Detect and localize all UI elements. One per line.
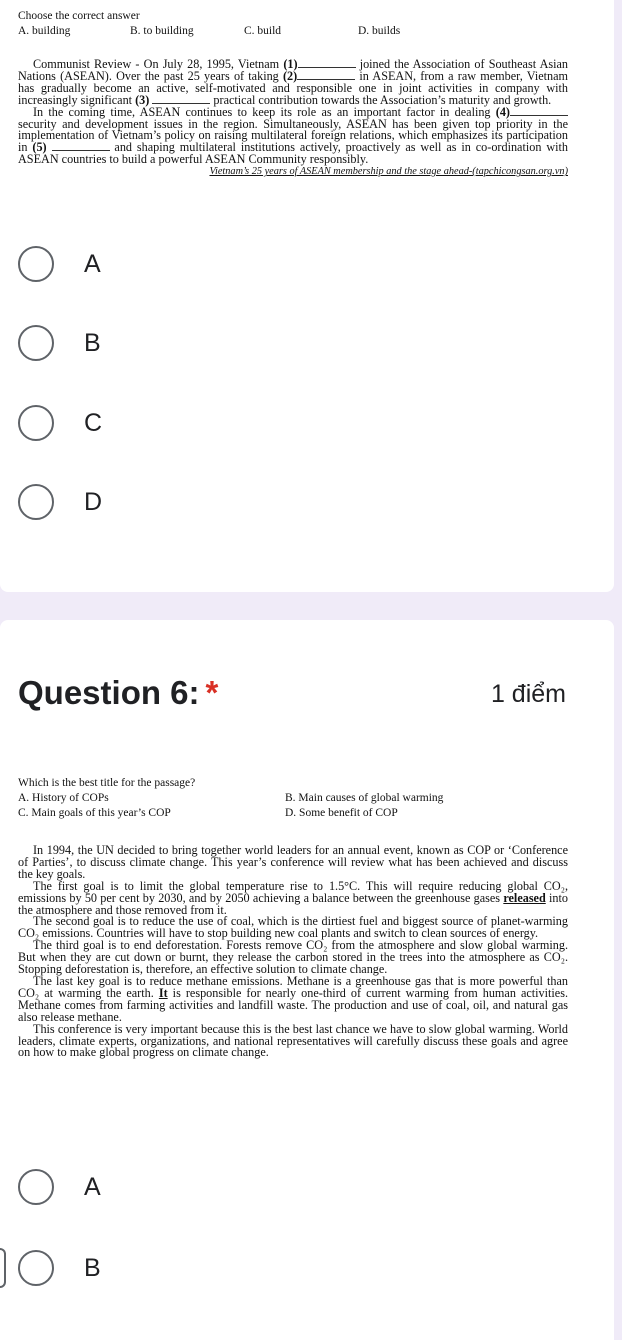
- radio-circle-icon[interactable]: [18, 1169, 54, 1205]
- passage: [18, 845, 568, 1059]
- choice-c-text: C. Main goals of this year’s COP: [18, 807, 171, 819]
- choice-a-text: A. History of COPs: [18, 792, 109, 804]
- question-5-card: [0, 0, 614, 592]
- underlined-word-released: released: [503, 890, 546, 905]
- choice-c-text: C. build: [244, 25, 282, 37]
- option-c[interactable]: [18, 403, 102, 443]
- choice-d-text: D. Some benefit of COP: [285, 807, 398, 819]
- radio-circle-icon[interactable]: [18, 246, 54, 282]
- passage-paragraph-1: Communist Review - On July 28, 1995, Vietnam (1) joined the Association of Southeast Asian Nations (ASEAN). Over the past 25 years of taking (2) in ASEAN, from a raw member, Vietnam has gradually become an active, self-motivated and responsible one in joint activities in company with increasingly significant (3) practical contribution towards the Association’s maturity and growth.: [18, 57, 568, 107]
- focus-ripple-icon: [0, 1248, 6, 1288]
- passage-paragraph-2: The first goal is to limit the global temperature rise to 1.5°C. This will require reducing global CO₂, emissions by 50 per cent by 2030, and by 2050 achieving a balance between the greenhouse gases released into the atmosphere and those removed from it.: [18, 878, 568, 917]
- option-label: A: [84, 249, 101, 278]
- passage-paragraph-3: The second goal is to reduce the use of coal, which is the dirtiest fuel and biggest source of planet-warming CO₂ emissions. Countries will have to stop building new coal plants and switch to clean sources of energy.: [18, 914, 568, 941]
- option-label: B: [84, 328, 101, 357]
- option-label: C: [84, 408, 103, 437]
- points-label: 1 điểm: [490, 680, 566, 708]
- radio-circle-icon[interactable]: [18, 325, 54, 361]
- passage-paragraph-4: The third goal is to end deforestation. Forests remove CO₂ from the atmosphere and slow global warming. But when they are cut down or burnt, they release the carbon stored in the trees into the atmosphere as CO₂. Stopping deforestation is, therefore, an effective solution to climate change.: [18, 938, 568, 977]
- choice-a-text: A. building: [18, 25, 71, 37]
- passage: [18, 59, 568, 177]
- required-asterisk: *: [205, 674, 219, 711]
- passage-paragraph-6: This conference is very important because this is the best last chance we have to slow global warming. World leaders, climate experts, organizations, and national representatives will carefully discuss these goals and agree on how to make global progress on climate change.: [18, 1021, 568, 1060]
- passage-paragraph-5: The last key goal is to reduce methane emissions. Methane is a greenhouse gas that is more powerful than CO₂ at warming the earth. It is responsible for nearly one-third of current warming from human activities. Methane comes from farming activities and landfill waste. The production and use of coal, oil, and natural gas also release methane.: [18, 973, 568, 1024]
- radio-circle-icon[interactable]: [18, 405, 54, 441]
- choice-b-text: B. Main causes of global warming: [285, 792, 444, 804]
- question-title: Question 6: *: [18, 674, 219, 711]
- passage-paragraph-2: In the coming time, ASEAN continues to keep its role as an important factor in dealing (4) security and development issues in the region. Simultaneously, ASEAN has been given top priority in the implementation of Vietnam’s policy on raising multilateral foreign relations, which emphasizes its participation in (5) and shaping multilateral institutions actively, proactively as well as in co-ordination with ASEAN countries to build a powerful ASEAN Community responsibly.: [18, 104, 568, 167]
- option-label: D: [84, 487, 103, 516]
- choice-b-text: B. to building: [130, 25, 194, 37]
- prompt-text: Which is the best title for the passage?: [18, 777, 196, 789]
- option-d[interactable]: [18, 482, 102, 522]
- choice-d-text: D. builds: [358, 25, 401, 37]
- radio-circle-icon[interactable]: [18, 484, 54, 520]
- passage-paragraph-1: In 1994, the UN decided to bring together world leaders for an annual event, known as COP or ‘Conference of Parties’, to discuss climate change. This year’s conference will review what has been achieved and discuss the key goals.: [18, 843, 568, 881]
- option-a[interactable]: [18, 1167, 101, 1207]
- option-b[interactable]: [18, 1248, 101, 1288]
- radio-circle-icon[interactable]: [18, 1250, 54, 1286]
- option-b[interactable]: [18, 323, 101, 363]
- source-citation: Vietnam’s 25 years of ASEAN membership and the stage ahead-(tapchicongsan.org.vn): [209, 166, 568, 178]
- underlined-word-it: It: [158, 985, 168, 1000]
- instruction-text: Choose the correct answer: [18, 10, 140, 22]
- option-label: B: [84, 1253, 101, 1282]
- option-a[interactable]: [18, 244, 101, 284]
- option-label: A: [84, 1172, 101, 1201]
